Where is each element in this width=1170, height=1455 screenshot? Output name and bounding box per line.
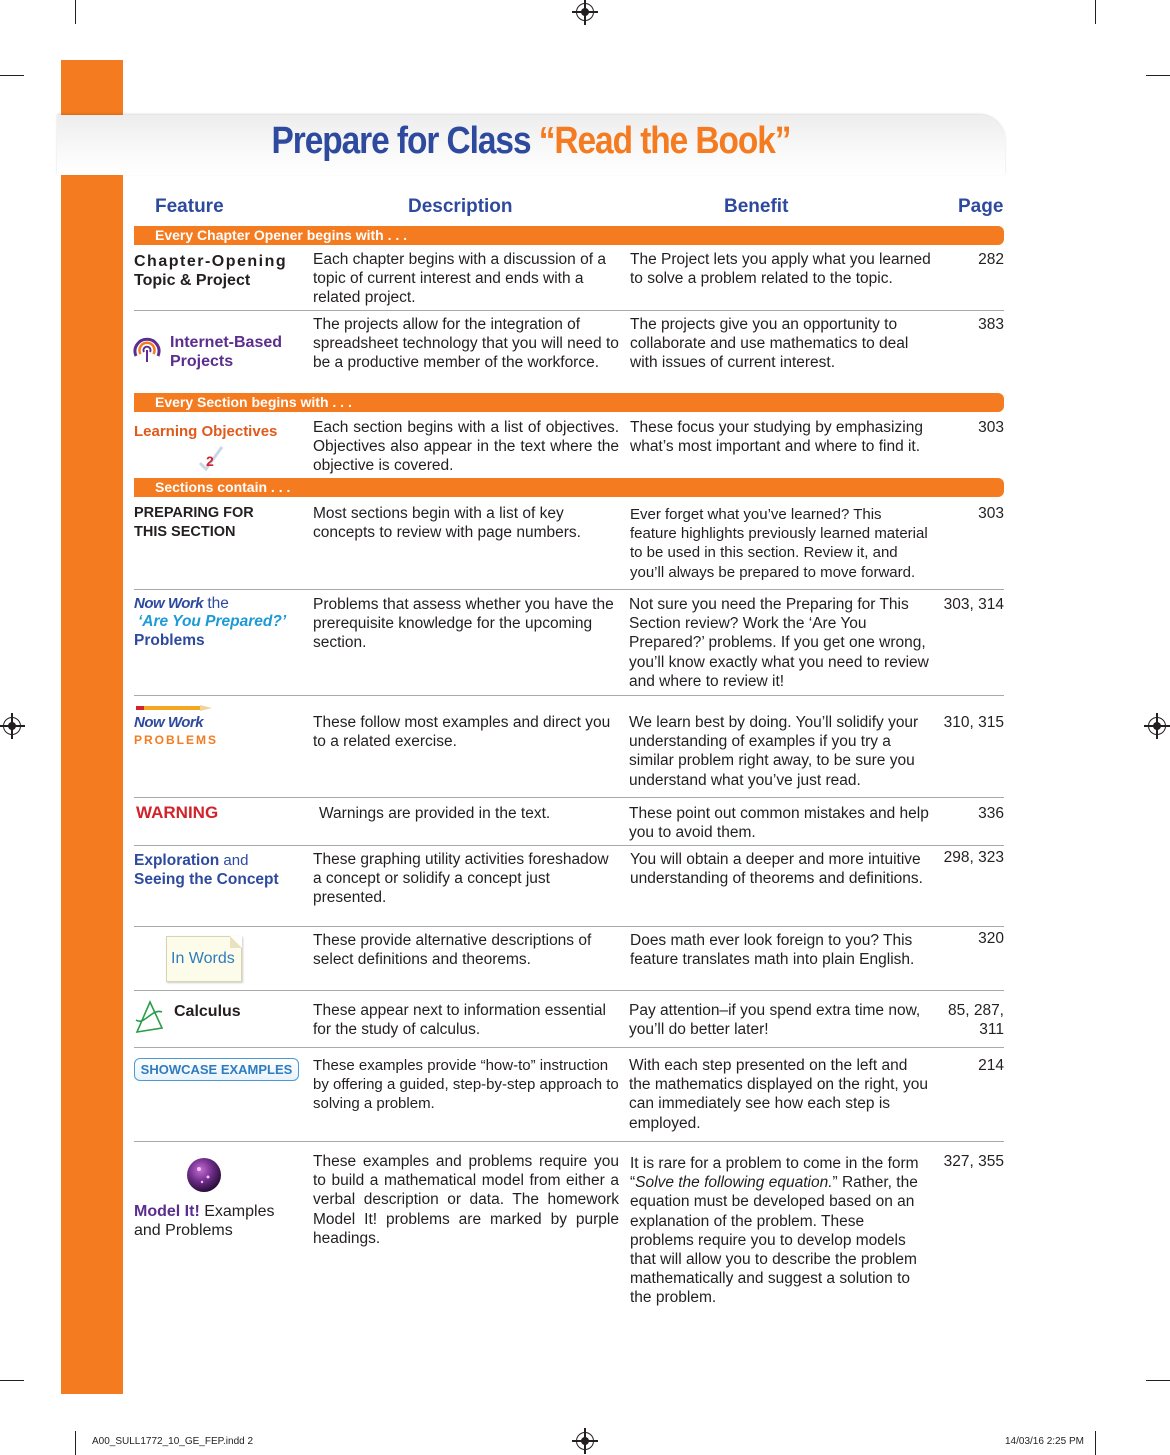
page-cell: 282 (978, 251, 1004, 268)
showcase-examples-badge: SHOWCASE EXAMPLES (134, 1058, 299, 1081)
benefit-cell: Not sure you need the Preparing for This Section review? Work the ‘Are You Prepared?’ problems. If you get one wrong, you’ll know exactly what you need to review and where to review it! (629, 596, 929, 690)
feature-line: Problems (134, 632, 205, 649)
feature-rest: Examples (199, 1203, 275, 1220)
description-cell: These graphing utility activities foreshadow a concept or solidify a concept just presented. (313, 851, 609, 907)
table-row-now-work-problems (134, 698, 1004, 798)
registration-mark-icon (1148, 717, 1166, 735)
benefit-italic: Solve the following equation. (635, 1174, 833, 1192)
description-cell: Most sections begin with a list of key concepts to review with page numbers. (313, 505, 581, 542)
feature-cell: Calculus (174, 1003, 241, 1020)
section-band (134, 226, 1004, 245)
description-cell: The projects allow for the integration of spreadsheet technology that you will need to be a productive member of the workforce. (313, 316, 619, 372)
band-label: Sections contain . . . (155, 479, 291, 495)
benefit-cell: Pay attention–if you spend extra time now, you’ll do better later! (629, 1002, 921, 1039)
orange-side-bar (61, 60, 123, 1394)
registration-mark-icon (576, 3, 594, 21)
crop-mark (0, 75, 24, 76)
page-cell (914, 1001, 1004, 1039)
calculus-delta-icon (134, 998, 164, 1034)
feature-line: Chapter-Opening (134, 253, 288, 270)
benefit-cell: Does math ever look foreign to you? This feature translates math into plain English. (630, 932, 915, 969)
page-cell: 336 (978, 805, 1004, 822)
page-cell: 303 (978, 505, 1004, 522)
feature-cell (134, 714, 218, 747)
internet-signal-icon (132, 334, 162, 364)
benefit-text: ” Rather, the equation must be developed based on an explanation of the problem. These problems require you to develop models that will allow you to describe the problem mathematically and suggest a solution to the problem. (630, 1174, 918, 1307)
table-row-chapter-opening (134, 248, 1004, 311)
feature-and: and (219, 852, 249, 869)
band-label: Every Section begins with . . . (155, 394, 352, 410)
crop-mark (0, 1380, 24, 1381)
page-cell: 383 (978, 316, 1004, 333)
feature-cell (134, 595, 286, 650)
benefit-cell: These focus your studying by emphasizing what’s most important and where to find it. (630, 419, 923, 456)
registration-mark-icon (3, 717, 21, 735)
model-it-label: Model It! (134, 1203, 200, 1220)
feature-line: Seeing the Concept (134, 871, 279, 888)
warning-label: WARNING (136, 803, 219, 822)
crop-mark (1095, 1431, 1096, 1455)
page-cell: 214 (978, 1057, 1004, 1074)
in-words-note-icon (166, 936, 242, 982)
header-description: Description (408, 196, 513, 217)
benefit-cell: Ever forget what you’ve learned? This feature highlights previously learned material to be used in this section. Review it, and you’ll always be prepared to move forward. (630, 506, 928, 581)
benefit-cell: With each step presented on the left and the mathematics displayed on the right, you can immediately see how each step is employed. (629, 1057, 928, 1132)
crop-mark (75, 1431, 76, 1455)
feature-cell (170, 333, 282, 371)
crop-mark (75, 0, 76, 24)
benefit-cell (630, 1154, 932, 1308)
table-row-calculus (134, 998, 1004, 1048)
description-cell: These examples and problems require you to build a mathematical model from either a verbal description or data. The homework Model It! problems are marked by purple headings. (313, 1153, 619, 1247)
table-row-model-it (134, 1150, 1004, 1310)
page-cell: 320 (978, 930, 1004, 947)
section-band (134, 393, 1004, 412)
description-cell: These provide alternative descriptions of select definitions and theorems. (313, 932, 592, 969)
footer-file-name: A00_SULL1772_10_GE_FEP.indd 2 (92, 1436, 254, 1447)
table-row-learning-objectives (134, 415, 1004, 477)
feature-the: the (203, 595, 229, 612)
benefit-cell: The Project lets you apply what you learned to solve a problem related to the topic. (630, 251, 931, 288)
description-cell: Warnings are provided in the text. (319, 805, 551, 822)
page-cell: 310, 315 (943, 714, 1004, 731)
description-cell: Each section begins with a list of objectives. Objectives also appear in the text where the objective is covered. (313, 419, 619, 475)
table-row-showcase (134, 1048, 1004, 1142)
title-part2: “Read the Book” (538, 120, 791, 162)
description-cell: These follow most examples and direct you to a related exercise. (313, 714, 611, 751)
benefit-cell: We learn best by doing. You’ll solidify your understanding of examples if you try a similar problem right away, to be sure you understand what you’ve just read. (629, 714, 919, 789)
header-benefit: Benefit (724, 196, 789, 217)
feature-line: THIS SECTION (134, 524, 236, 540)
section-band (134, 478, 1004, 497)
table-row-preparing (134, 502, 1004, 590)
now-work-label: Now Work (134, 714, 204, 731)
page-cell: 327, 355 (943, 1153, 1004, 1170)
feature-cell (134, 504, 254, 542)
feature-line: Topic & Project (134, 272, 251, 289)
benefit-cell: The projects give you an opportunity to collaborate and use mathematics to deal with issues of current interest. (630, 316, 909, 372)
description-cell: Each chapter begins with a discussion of a topic of current interest and ends with a related project. (313, 251, 606, 307)
header-page: Page (958, 196, 1004, 217)
are-you-prepared-label: ‘Are You Prepared?’ (138, 613, 287, 630)
feature-cell (134, 252, 287, 290)
page-cell: 303 (978, 419, 1004, 436)
feature-cell (134, 1202, 274, 1240)
page-cell: 303, 314 (943, 596, 1004, 613)
description-cell: These appear next to information essential for the study of calculus. (313, 1002, 606, 1039)
in-words-label: In Words (171, 950, 235, 967)
title-part1: Prepare for Class (271, 120, 531, 162)
pencil-icon (136, 704, 212, 712)
crop-mark (1146, 75, 1170, 76)
table-row-internet-projects (134, 312, 1004, 392)
page-line: 85, 287, (947, 1002, 1004, 1019)
globe-icon (186, 1157, 222, 1193)
problems-label: PROBLEMS (134, 733, 219, 747)
description-cell: These examples provide “how-to” instruction by offering a guided, step-by-step approach to solving a problem. (313, 1057, 619, 1113)
crop-mark (1095, 0, 1096, 24)
feature-line: Internet-Based (170, 334, 283, 351)
objective-badge: 2 (206, 453, 214, 469)
header-feature: Feature (155, 196, 224, 217)
table-row-warning (134, 800, 1004, 846)
page-line: 311 (979, 1021, 1004, 1039)
feature-line: Projects (170, 353, 234, 370)
crop-mark (1146, 1380, 1170, 1381)
description-cell: Problems that assess whether you have the prerequisite knowledge for the upcoming section. (313, 596, 614, 652)
footer-timestamp: 14/03/16 2:25 PM (1005, 1436, 1084, 1447)
table-row-in-words (134, 929, 1004, 991)
feature-cell: Learning Objectives (134, 423, 278, 440)
benefit-cell: These point out common mistakes and help you to avoid them. (629, 805, 929, 842)
table-row-now-work-prepared (134, 592, 1004, 696)
feature-line: and Problems (134, 1222, 233, 1239)
feature-line: PREPARING FOR (134, 505, 254, 521)
page-title (114, 120, 948, 163)
benefit-cell: You will obtain a deeper and more intuitive understanding of theorems and definitions. (630, 851, 923, 888)
registration-mark-icon (576, 1432, 594, 1450)
band-label: Every Chapter Opener begins with . . . (155, 227, 408, 243)
feature-bold: Exploration (134, 852, 220, 869)
now-work-label: Now Work (134, 595, 204, 612)
feature-cell (134, 851, 279, 889)
page-cell: 298, 323 (943, 849, 1004, 866)
benefit-text: It is rare for a problem to come in the form “ (630, 1155, 919, 1192)
table-row-exploration (134, 848, 1004, 927)
